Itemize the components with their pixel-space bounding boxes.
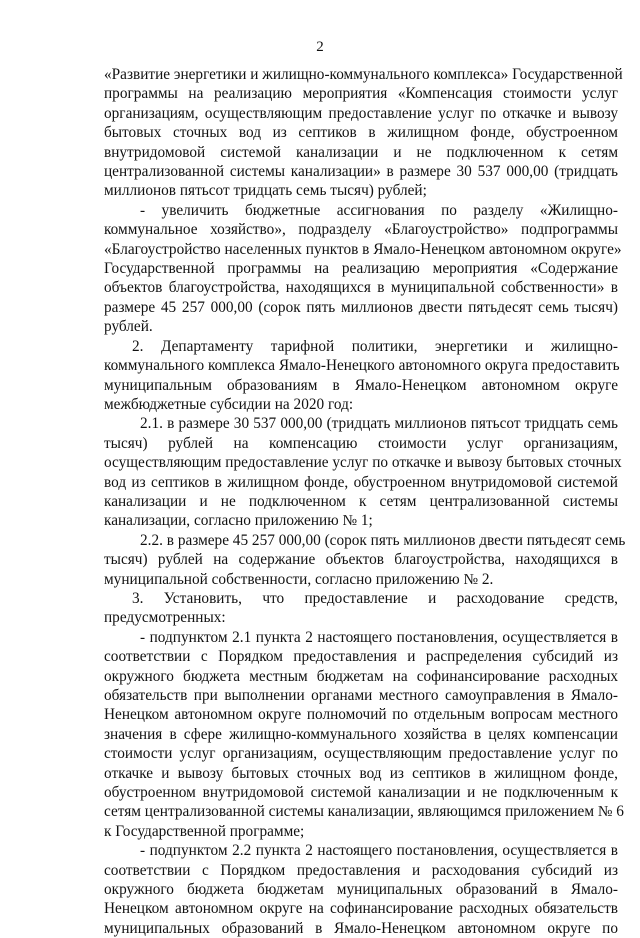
text-line: размере 45 257 000,00 (сорок пять миллионов двести пятьдесят семь тысяч) <box>104 298 618 316</box>
text-line: окружного бюджета бюджетам муниципальных образований в Ямало- <box>104 881 618 899</box>
text-line: обязательств при выполнении органами местного самоуправления в Ямало- <box>104 687 618 704</box>
text-line: вод из септиков в жилищном фонде, обустроенном внутридомовой системой <box>104 473 618 491</box>
text-line: соответствии с Порядком предоставления и распределения субсидий из <box>104 648 618 666</box>
text-line: муниципальным образованиям в Ямало-Ненецком автономном округе <box>104 376 618 394</box>
text-line: программы на реализацию мероприятия «Компенсация стоимости услуг <box>104 85 618 103</box>
text-line: канализации, согласно приложению № 1; <box>104 512 373 530</box>
text-line: Ненецком автономном округе на софинансирование расходных обязательств <box>104 900 618 918</box>
text-line: «Развитие энергетики и жилищно-коммунального комплекса» Государственной <box>104 66 623 83</box>
text-line: тысяч) рублей на содержание объектов благоустройства, находящихся в <box>104 551 618 569</box>
text-line: внутридомовой системой канализации и не подключенном к сетям <box>104 143 618 161</box>
text-line: канализации и не подключенном к сетям централизованной системы <box>104 492 618 510</box>
text-line: организациям, осуществляющим предоставление услуг по откачке и вывозу <box>104 104 618 122</box>
text-line: обустроенном внутридомовой системой канализации и не подключенным к <box>104 784 618 802</box>
text-line: централизованной системы канализации» в размере 30 537 000,00 (тридцать <box>104 163 618 181</box>
text-line: коммунального комплекса Ямало-Ненецкого автономного округа предоставить <box>104 357 620 375</box>
text-line: миллионов пятьсот тридцать семь тысяч) рублей; <box>104 182 427 200</box>
text-line: «Благоустройство населенных пунктов в Ямало-Ненецком автономном округе» <box>104 240 622 258</box>
text-line: предусмотренных: <box>104 609 226 627</box>
text-line: тысяч) рублей на компенсацию стоимости услуг организациям, <box>104 434 618 452</box>
page-number: 2 <box>316 39 324 55</box>
text-line: 3. Установить, что предоставление и расходование средств, <box>132 589 618 607</box>
text-line: 2.2. в размере 45 257 000,00 (сорок пять миллионов двести пятьдесят семь <box>140 531 626 549</box>
text-line: межбюджетные субсидии на 2020 год: <box>104 395 354 413</box>
text-line: окружного бюджета местным бюджетам на софинансирование расходных <box>104 667 618 685</box>
text-line: - увеличить бюджетные ассигнования по разделу «Жилищно- <box>140 201 618 219</box>
text-line: значения в сфере жилищно-коммунального хозяйства в целях компенсации <box>104 725 618 743</box>
text-line: рублей. <box>104 318 153 336</box>
text-line: бытовых сточных вод из септиков в жилищном фонде, обустроенном <box>104 124 618 142</box>
text-line: объектов благоустройства, находящихся в муниципальной собственности» в <box>104 279 618 297</box>
text-line: Государственной программы на реализацию мероприятия «Содержание <box>104 260 618 278</box>
text-line: 2. Департаменту тарифной политики, энергетики и жилищно- <box>132 337 618 355</box>
text-line: стоимости услуг организациям, осуществляющим предоставление услуг по <box>104 745 618 763</box>
document-body <box>104 65 626 938</box>
text-line: осуществляющим предоставление услуг по откачке и вывозу бытовых сточных <box>104 454 622 472</box>
text-line: - подпунктом 2.2 пункта 2 настоящего постановления, осуществляется в <box>140 842 618 860</box>
text-line: муниципальной собственности, согласно приложению № 2. <box>104 570 494 588</box>
text-line: муниципальных образований в Ямало-Ненецком автономном округе по <box>104 919 618 937</box>
text-line: Ненецком автономном округе полномочий по отдельным вопросам местного <box>104 706 618 724</box>
text-line: соответствии с Порядком предоставления и расходования субсидий из <box>104 861 618 879</box>
text-line: - подпунктом 2.1 пункта 2 настоящего постановления, осуществляется в <box>140 628 618 646</box>
text-line: откачке и вывозу бытовых сточных вод из септиков в жилищном фонде, <box>104 764 618 782</box>
text-line: сетям централизованной системы канализации, являющимся приложением № 6 <box>104 803 624 821</box>
text-line: коммунальное хозяйство», подразделу «Благоустройство» подпрограммы <box>104 221 618 239</box>
text-line: 2.1. в размере 30 537 000,00 (тридцать миллионов пятьсот тридцать семь <box>140 415 618 433</box>
text-line: к Государственной программе; <box>104 822 305 840</box>
